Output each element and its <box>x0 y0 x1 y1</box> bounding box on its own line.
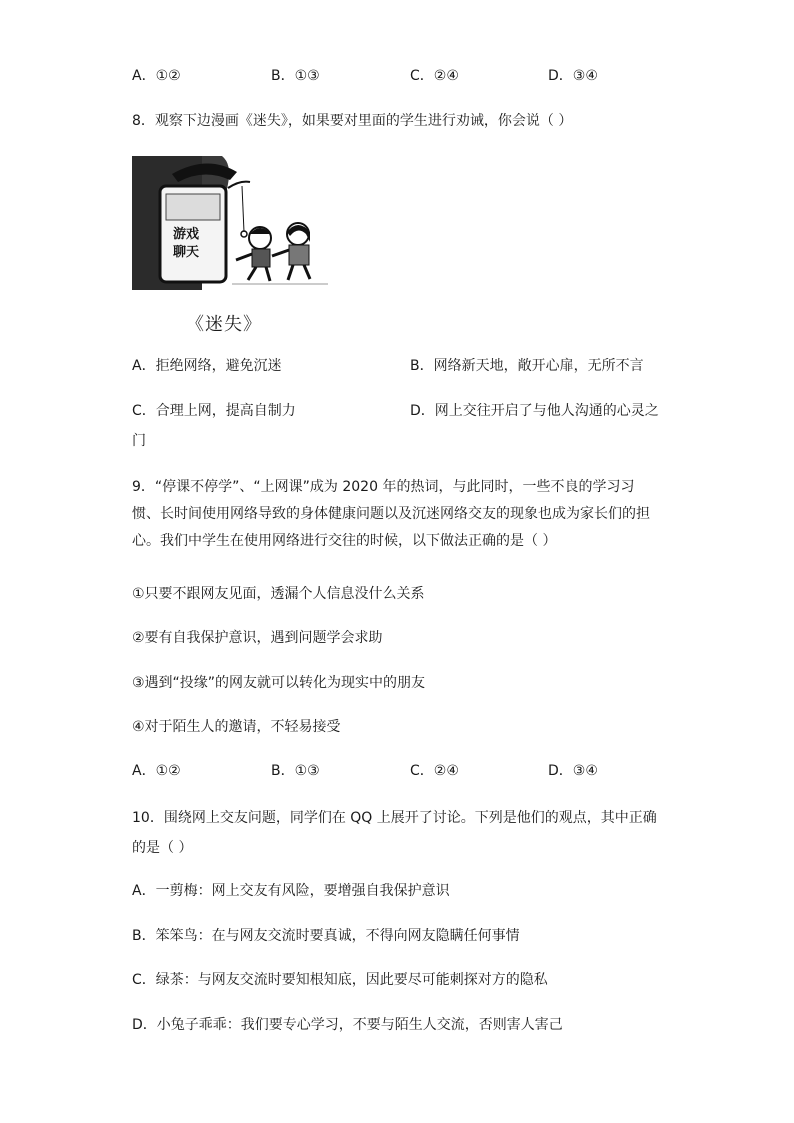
q9-option-a: A．①② <box>132 763 181 779</box>
q7-option-d: D．③④ <box>548 68 598 84</box>
comic-child-2-body <box>289 245 309 265</box>
q9-option-d: D．③④ <box>548 763 598 779</box>
comic-child-1-leg <box>248 267 256 280</box>
comic-image <box>132 154 332 290</box>
q8-option-d: D．网上交往开启了与他人沟通的心灵之 <box>410 403 659 419</box>
q10-option-c: C．绿茶：与网友交流时要知根知底，因此要尽可能刺探对方的隐私 <box>132 972 548 988</box>
comic-caption: 《迷失》 <box>186 314 262 335</box>
comic-hand <box>228 182 250 188</box>
q9-option-c: C．②④ <box>410 763 459 779</box>
q10-option-a: A．一剪梅：网上交友有风险，要增强自我保护意识 <box>132 883 450 899</box>
q9-option-b: B．①③ <box>271 763 320 779</box>
q8-option-d-continued: 门 <box>132 433 146 449</box>
q9-item-3: ③遇到“投缘”的网友就可以转化为现实中的朋友 <box>132 675 426 691</box>
q8-option-c: C．合理上网，提高自制力 <box>132 403 296 419</box>
comic-child-2-arm <box>272 250 289 256</box>
comic-string <box>242 186 244 232</box>
comic-screen-top <box>166 194 220 220</box>
comic-child-1-body <box>252 249 270 267</box>
q9-item-1: ①只要不跟网友见面，透漏个人信息没什么关系 <box>132 586 425 602</box>
q8-option-a: A．拒绝网络，避免沉迷 <box>132 358 282 374</box>
comic-screen-text-2: 聊天 <box>173 245 200 260</box>
q9-item-2: ②要有自我保护意识，遇到问题学会求助 <box>132 630 383 646</box>
q9-item-4: ④对于陌生人的邀请，不轻易接受 <box>132 719 341 735</box>
q9-stem: 9．“停课不停学”、“上网课”成为 2020 年的热词，与此同时，一些不良的学习习惯、长时间使用网络导致的身体健康问题以及沉迷网络交友的现象也成为家长们的担心。我们中学生在使用网络进行交往的时候，以下做法正确的是（ ） <box>132 479 650 549</box>
q8-option-b: B．网络新天地，敞开心扉，无所不言 <box>410 358 644 374</box>
q10-option-b: B．笨笨鸟：在与网友交流时要真诚，不得向网友隐瞒任何事情 <box>132 928 520 944</box>
q7-option-c: C．②④ <box>410 68 459 84</box>
comic-child-1-arm <box>236 254 252 260</box>
comic-illustration <box>132 154 332 290</box>
comic-child-2-leg <box>288 265 293 280</box>
q10-stem: 10．围绕网上交友问题，同学们在 QQ 上展开了讨论。下列是他们的观点，其中正确的是（ ） <box>132 810 657 856</box>
q8-stem: 8．观察下边漫画《迷失》，如果要对里面的学生进行劝诫，你会说（ ） <box>132 113 573 129</box>
comic-child-1-leg-2 <box>266 267 270 281</box>
q7-option-b: B．①③ <box>271 68 320 84</box>
q10-option-d: D．小兔子乖乖：我们要专心学习，不要与陌生人交流，否则害人害己 <box>132 1017 563 1033</box>
comic-screen-text-1: 游戏 <box>173 227 200 242</box>
comic-child-2-leg-2 <box>304 265 310 279</box>
q7-option-a: A．①② <box>132 68 181 84</box>
